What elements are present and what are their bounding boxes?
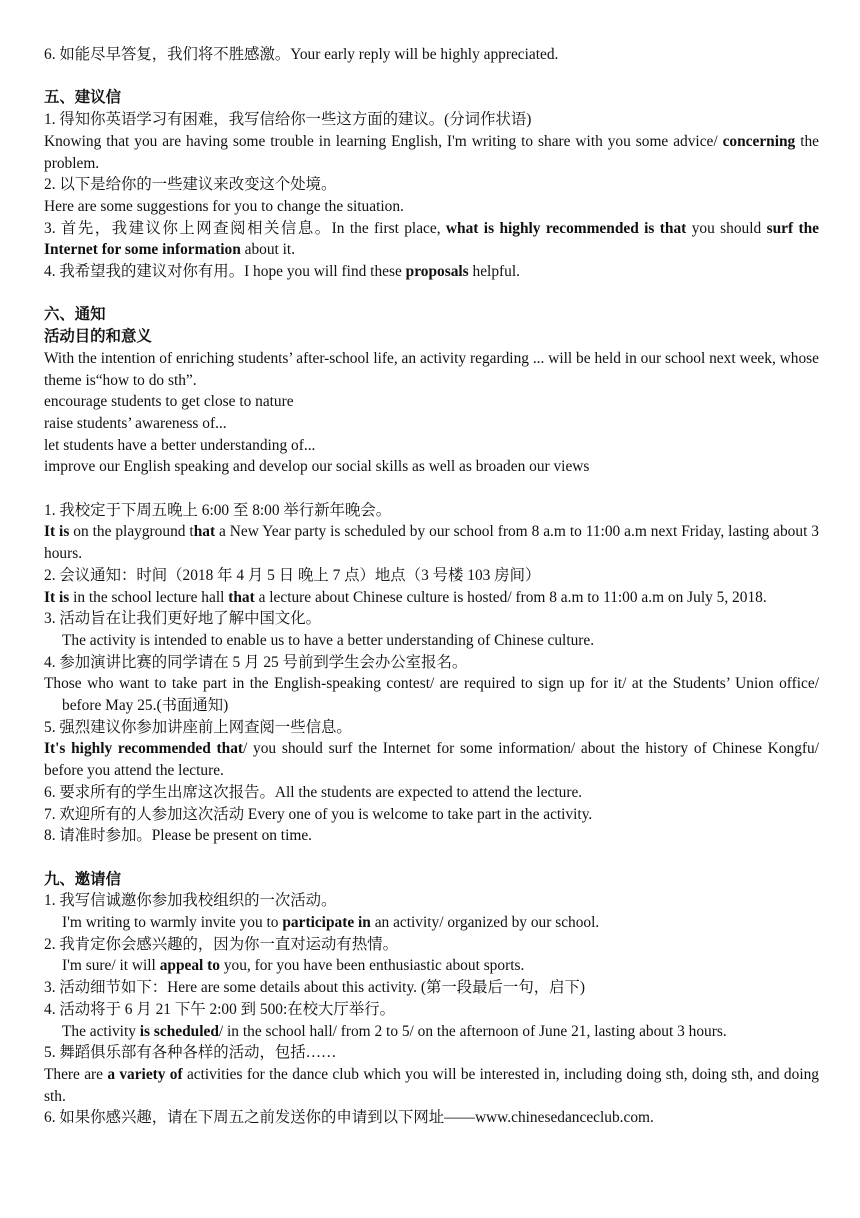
text-line: 2. 我肯定你会感兴趣的，因为你一直对运动有热情。 <box>44 935 398 953</box>
text-line: 3. 活动旨在让我们更好地了解中国文化。 <box>44 610 322 628</box>
text-line: 3. 首先，我建议你上网查阅相关信息。In the first place, what is highly recommended is that you should surf the Internet for some information about it. <box>44 219 819 259</box>
text-line: 4. 我希望我的建议对你有用。I hope you will find these proposals helpful. <box>44 263 520 281</box>
text-line: The activity is intended to enable us to have a better understanding of Chinese culture. <box>62 631 595 649</box>
text-line: 1. 我校定于下周五晚上 6:00 至 8:00 举行新年晚会。 <box>44 501 392 519</box>
text-line: The activity is scheduled/ in the school hall/ from 2 to 5/ on the afternoon of June 21, lasting about 3 hours. <box>62 1022 727 1040</box>
text-line: With the intention of enriching students’ after-school life, an activity regarding ... will be held in our school next week, whose theme is“how to do sth”. <box>44 349 819 389</box>
text-line: 1. 我写信诚邀你参加我校组织的一次活动。 <box>44 892 337 910</box>
text-line: improve our English speaking and develop our social skills as well as broaden our views <box>44 458 590 476</box>
text-line: It is on the playground that a New Year party is scheduled by our school from 8 a.m to 11:00 a.m next Friday, lasting about 3 hours. <box>44 523 819 563</box>
section-heading-notice: 六、通知 <box>44 306 106 324</box>
text-line: Knowing that you are having some trouble in learning English, I'm writing to share with you some advice/ concerning the problem. <box>44 132 819 172</box>
document-page <box>44 44 819 1129</box>
text-line: 1. 得知你英语学习有困难，我写信给你一些这方面的建议。(分词作状语) <box>44 111 532 129</box>
text-line: 4. 活动将于 6 月 21 下午 2:00 到 500:在校大厅举行。 <box>44 1000 395 1018</box>
text-line: It is in the school lecture hall that a lecture about Chinese culture is hosted/ from 8 a.m to 11:00 a.m on July 5, 2018. <box>44 588 767 606</box>
text-line: 6. 如能尽早答复，我们将不胜感激。Your early reply will be highly appreciated. <box>44 46 559 63</box>
text-line: I'm writing to warmly invite you to participate in an activity/ organized by our school. <box>62 914 600 932</box>
text-line: 4. 参加演讲比赛的同学请在 5 月 25 号前到学生会办公室报名。 <box>44 653 468 671</box>
text-line: 8. 请准时参加。Please be present on time. <box>44 827 313 845</box>
section-heading-advice-letter: 五、建议信 <box>44 89 121 107</box>
text-line: encourage students to get close to nature <box>44 393 294 411</box>
text-line: 5. 强烈建议你参加讲座前上网查阅一些信息。 <box>44 718 352 736</box>
text-line: raise students’ awareness of... <box>44 414 227 432</box>
text-line: let students have a better understanding of... <box>44 436 316 454</box>
section-heading-invitation: 九、邀请信 <box>44 870 121 888</box>
text-line: 6. 如果你感兴趣，请在下周五之前发送你的申请到以下网址——www.chinesedanceclub.com. <box>44 1109 654 1127</box>
subheading-purpose: 活动目的和意义 <box>44 328 152 346</box>
text-line: Here are some suggestions for you to change the situation. <box>44 197 404 215</box>
text-line: 2. 会议通知：时间（2018 年 4 月 5 日 晚上 7 点）地点（3 号楼 103 房间） <box>44 566 541 584</box>
text-line: 6. 要求所有的学生出席这次报告。All the students are expected to attend the lecture. <box>44 783 583 801</box>
text-line: Those who want to take part in the English-speaking contest/ are required to sign up for it/ at the Students’ Union office/ before May 25.(书面通知) <box>44 675 819 715</box>
text-line: 3. 活动细节如下：Here are some details about this activity. (第一段最后一句，启下) <box>44 979 586 997</box>
text-line: There are a variety of activities for the dance club which you will be interested in, including doing sth, doing sth, and doing sth. <box>44 1065 819 1105</box>
text-line: I'm sure/ it will appeal to you, for you have been enthusiastic about sports. <box>62 957 525 975</box>
text-line: 7. 欢迎所有的人参加这次活动 Every one of you is welcome to take part in the activity. <box>44 805 593 823</box>
text-line: 5. 舞蹈俱乐部有各种各样的活动，包括…… <box>44 1044 337 1062</box>
text-line: 2. 以下是给你的一些建议来改变这个处境。 <box>44 176 337 194</box>
text-line: It's highly recommended that/ you should surf the Internet for some information/ about the history of Chinese Kongfu/ before you attend the lecture. <box>44 740 819 780</box>
